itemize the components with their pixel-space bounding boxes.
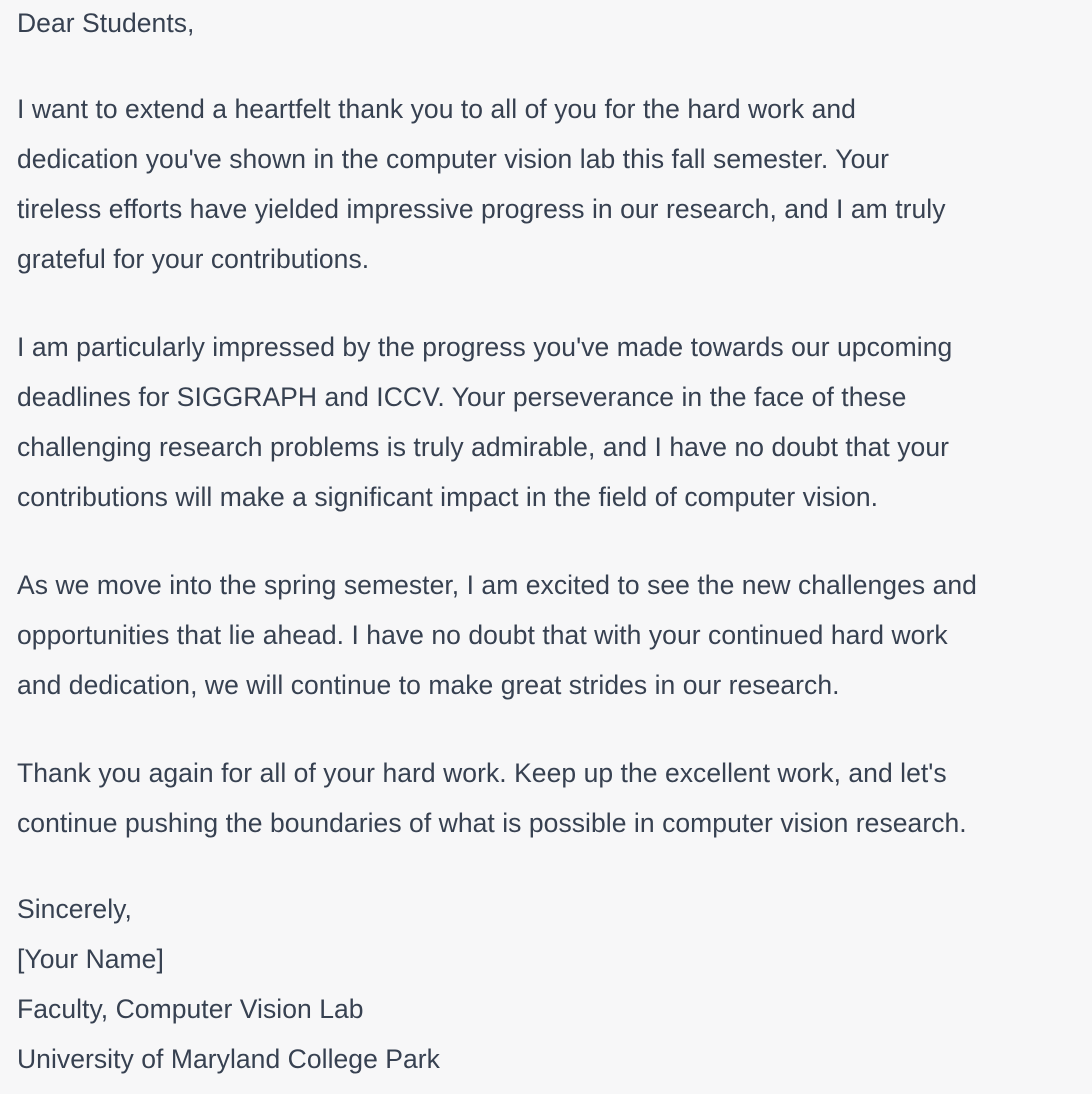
paragraph-line: I am particularly impressed by the progress you've made towards our upcoming xyxy=(17,332,953,362)
paragraph-line: continue pushing the boundaries of what is possible in computer vision research. xyxy=(17,808,967,838)
paragraph-progress xyxy=(17,322,1077,522)
paragraph-line: and dedication, we will continue to make great strides in our research. xyxy=(17,670,840,700)
signer-title: Faculty, Computer Vision Lab xyxy=(17,994,364,1024)
paragraph-thank-you xyxy=(17,84,1077,284)
paragraph-line: contributions will make a significant impact in the field of computer vision. xyxy=(17,482,879,512)
closing: Sincerely, xyxy=(17,894,132,924)
paragraph-spring xyxy=(17,560,1077,710)
signer-institution: University of Maryland College Park xyxy=(17,1044,440,1074)
paragraph-line: Thank you again for all of your hard work. Keep up the excellent work, and let's xyxy=(17,758,947,788)
paragraph-closing-remarks xyxy=(17,748,1077,848)
paragraph-line: opportunities that lie ahead. I have no doubt that with your continued hard work xyxy=(17,620,948,650)
signer-name: [Your Name] xyxy=(17,944,164,974)
paragraph-line: As we move into the spring semester, I am excited to see the new challenges and xyxy=(17,570,977,600)
paragraph-line: I want to extend a heartfelt thank you to all of you for the hard work and xyxy=(17,94,856,124)
paragraph-line: tireless efforts have yielded impressive progress in our research, and I am truly xyxy=(17,194,946,224)
signature-block xyxy=(17,884,440,1084)
paragraph-line: grateful for your contributions. xyxy=(17,244,370,274)
greeting: Dear Students, xyxy=(17,8,195,38)
paragraph-line: dedication you've shown in the computer vision lab this fall semester. Your xyxy=(17,144,890,174)
paragraph-line: challenging research problems is truly admirable, and I have no doubt that your xyxy=(17,432,949,462)
paragraph-line: deadlines for SIGGRAPH and ICCV. Your perseverance in the face of these xyxy=(17,382,907,412)
